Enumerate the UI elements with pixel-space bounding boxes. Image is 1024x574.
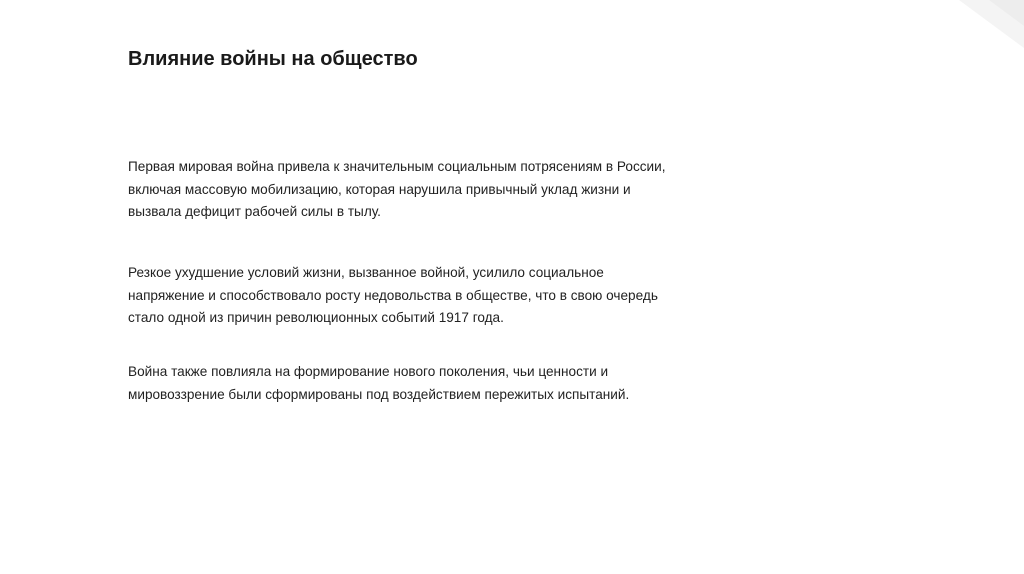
paragraph-1 (128, 156, 666, 224)
paragraph-line: Первая мировая война привела к значительным социальным потрясениям в России, (128, 159, 666, 174)
paragraph-line: напряжение и способствовало росту недовольства в обществе, что в свою очередь (128, 287, 658, 303)
corner-decoration (904, 0, 1024, 60)
paragraph-line: Резкое ухудшение условий жизни, вызванное войной, усилило социальное (128, 265, 604, 280)
paragraph-2 (128, 262, 658, 330)
paragraph-line: мировоззрение были сформированы под воздействием пережитых испытаний. (128, 386, 630, 402)
paragraph-line: стало одной из причин революционных событий 1917 года. (128, 310, 504, 325)
slide-title: Влияние войны на общество (128, 48, 418, 70)
paragraph-line: включая массовую мобилизацию, которая нарушила привычный уклад жизни и (128, 181, 631, 197)
paragraph-line: вызвала дефицит рабочей силы в тылу. (128, 204, 381, 219)
paragraph-line: Война также повлияла на формирование нового поколения, чьи ценности и (128, 364, 609, 379)
paragraph-3 (128, 361, 629, 406)
